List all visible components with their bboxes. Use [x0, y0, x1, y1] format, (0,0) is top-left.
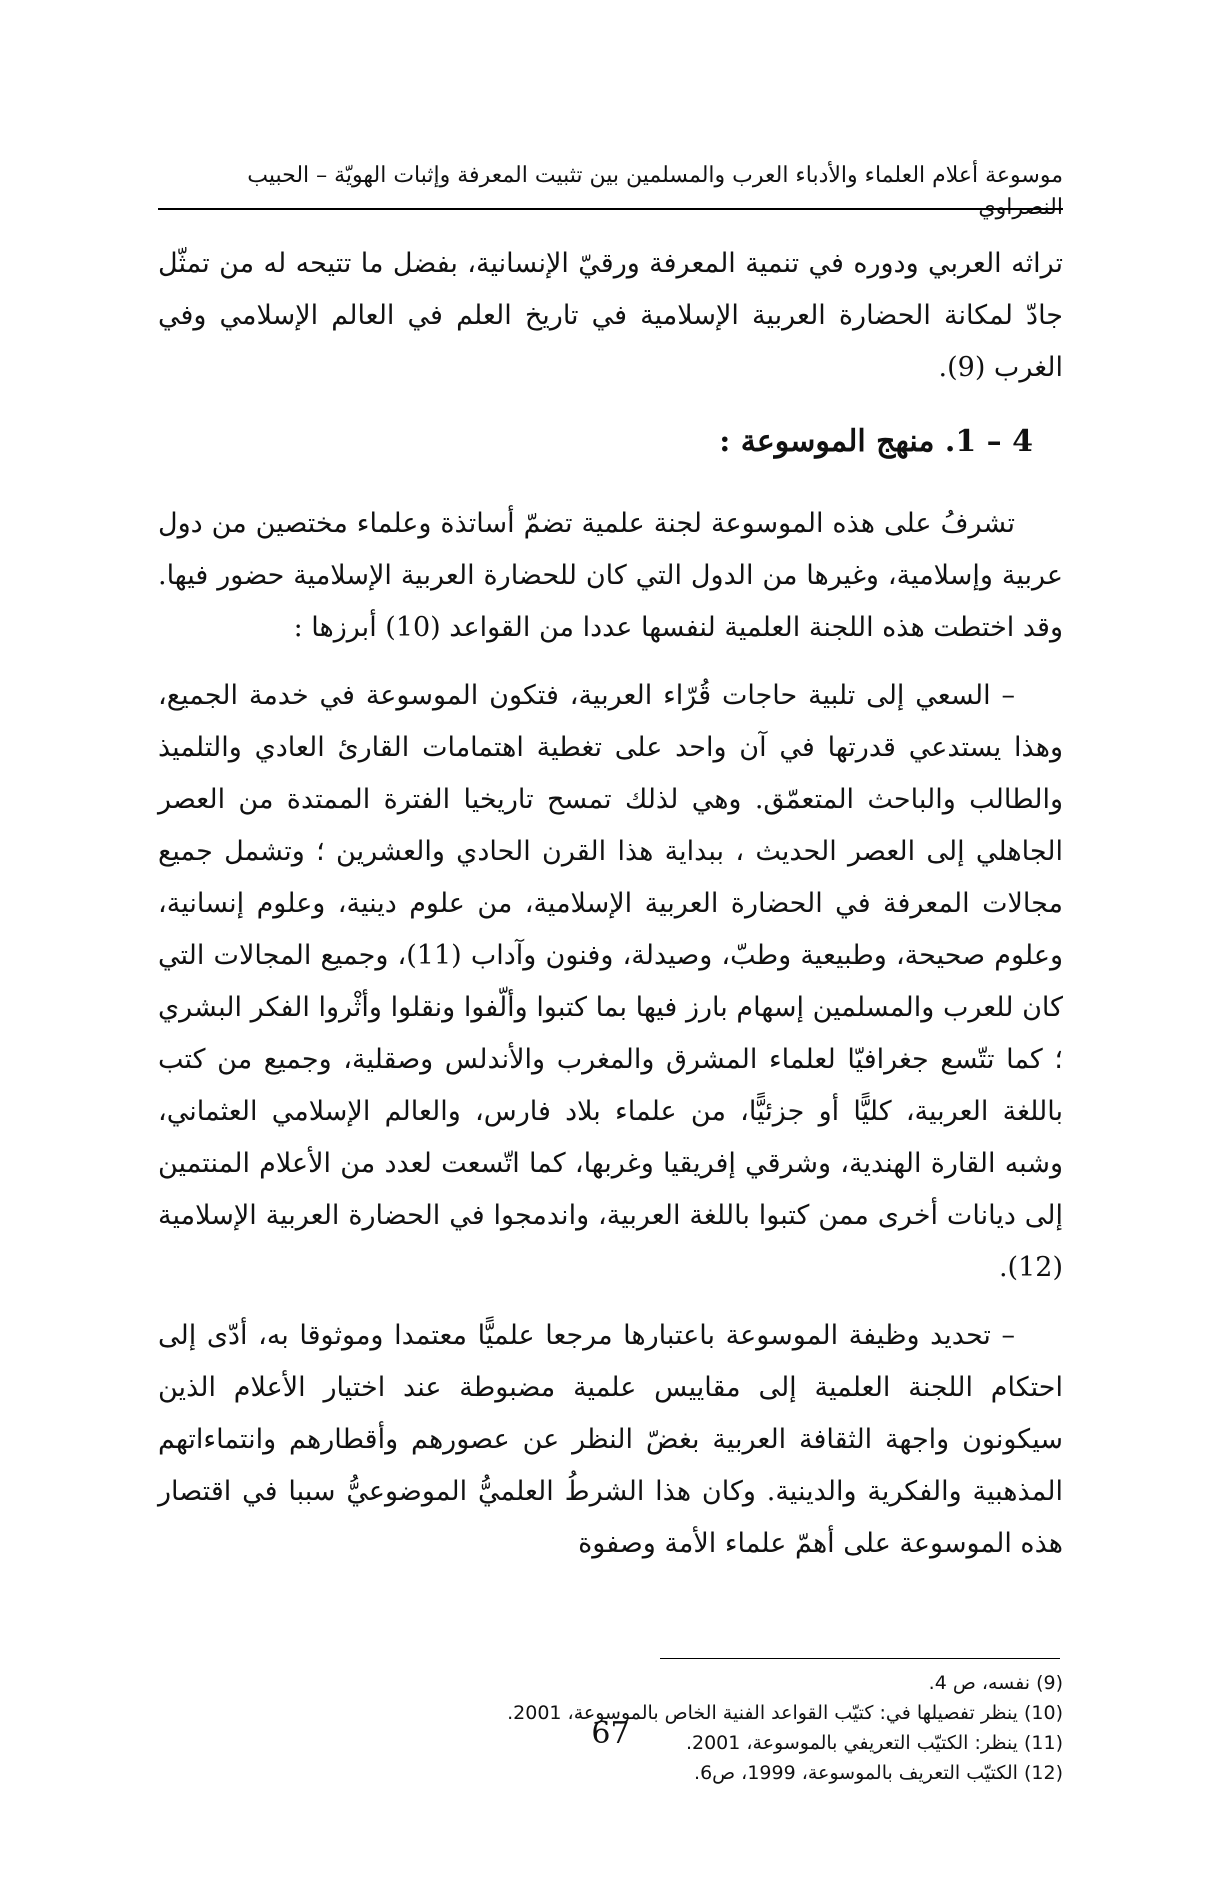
footnote-11: (11) ينظر: الكتيّب التعريفي بالموسوعة، 2001.	[685, 1732, 1063, 1754]
running-header: موسوعة أعلام العلماء والأدباء العرب والمسلمين بين تثبيت المعرفة وإثبات الهويّة – الحبيب النصراوي	[247, 163, 1063, 220]
footnote-12: (12) الكتيّب التعريف بالموسوعة، 1999، ص6.	[694, 1762, 1063, 1784]
footnote-10: (10) ينظر تفصيلها في: كتيّب القواعد الفنية الخاص بالموسوعة، 2001.	[507, 1702, 1063, 1724]
page-number: 67	[591, 1716, 630, 1751]
section-paragraph: تشرفُ على هذه الموسوعة لجنة علمية تضمّ أساتذة وعلماء مختصين من دول عربية وإسلامية، وغيرها من الدول التي كان للحضارة العربية الإسلامية حضور فيها. وقد اختطت هذه اللجنة العلمية لنفسها عددا من القواعد (10) أبرزها :	[158, 508, 1063, 643]
footnote-9: (9) نفسه، ص 4.	[928, 1672, 1063, 1694]
intro-paragraph: تراثه العربي ودوره في تنمية المعرفة ورقيّ الإنسانية، بفضل ما تتيحه له من تمثّل جادّ لمكانة الحضارة العربية الإسلامية في تاريخ العلم في العالم الإسلامي وفي الغرب (9).	[158, 248, 1063, 383]
body-text	[158, 238, 1063, 1570]
bullet-paragraph-1: – السعي إلى تلبية حاجات قُرّاء العربية، فتكون الموسوعة في خدمة الجميع، وهذا يستدعي قدرتها في آن واحد على تغطية اهتمامات القارئ العادي والتلميذ والطالب والباحث المتعمّق. وهي لذلك تمسح تاريخيا الفترة الممتدة من العصر الجاهلي إلى العصر الحديث ، ببداية هذا القرن الحادي والعشرين ؛ وتشمل جميع مجالات المعرفة في الحضارة العربية الإسلامية، من علوم دينية، وعلوم إنسانية، وعلوم صحيحة، وطبيعية وطبّ، وصيدلة، وفنون وآداب (11)، وجميع المجالات التي كان للعرب والمسلمين إسهام بارز فيها بما كتبوا وألّفوا ونقلوا وأثْروا الفكر البشري ؛ كما تتّسع جغرافيّا لعلماء المشرق والمغرب والأندلس وصقلية، وجميع من كتب باللغة العربية، كليًّا أو جزئيًّا، من علماء بلاد فارس، والعالم الإسلامي العثماني، وشبه القارة الهندية، وشرقي إفريقيا وغربها، كما اتّسعت لعدد من الأعلام المنتمين إلى ديانات أخرى ممن كتبوا باللغة العربية، واندمجوا في الحضارة العربية الإسلامية (12).	[158, 680, 1063, 1283]
section-heading: 4 – 1. منهج الموسوعة :	[719, 424, 1033, 459]
footnote-rule	[660, 1658, 1060, 1659]
bullet-paragraph-2: – تحديد وظيفة الموسوعة باعتبارها مرجعا علميًّا معتمدا وموثوقا به، أدّى إلى احتكام اللجنة العلمية إلى مقاييس علمية مضبوطة عند اختيار الأعلام الذين سيكونون واجهة الثقافة العربية بغضّ النظر عن عصورهم وأقطارهم وانتماءاتهم المذهبية والفكرية والدينية. وكان هذا الشرطُ العلميُّ الموضوعيُّ سببا في اقتصار هذه الموسوعة على أهمّ علماء الأمة وصفوة	[158, 1320, 1064, 1559]
header-rule	[158, 208, 1063, 210]
